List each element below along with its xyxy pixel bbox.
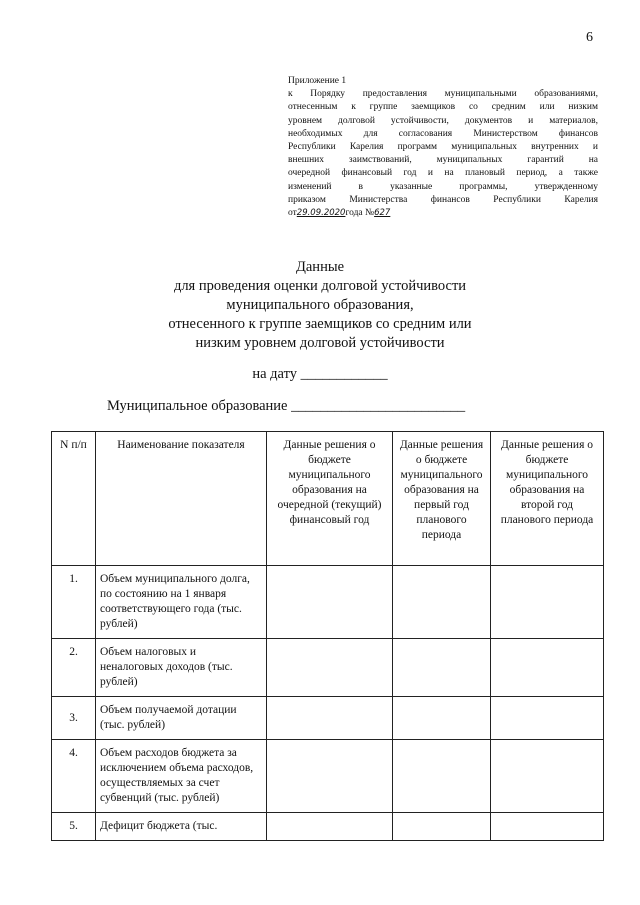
cell-current-year (267, 697, 393, 740)
cell-second-plan-year (491, 566, 604, 639)
cell-current-year (267, 639, 393, 697)
row-number: 2. (52, 639, 96, 697)
header-first-plan-year: Данные решения о бюджете муниципального образования на первый год планового периода (393, 432, 491, 566)
appendix-note (288, 75, 598, 220)
row-number: 3. (52, 697, 96, 740)
appendix-line: Приложение 1 (288, 76, 347, 86)
appendix-line: изменений в указанные программы, утвержденному (288, 181, 598, 192)
document-title (0, 258, 640, 353)
title-line: для проведения оценки долговой устойчивости (173, 278, 467, 294)
table-row (52, 639, 604, 697)
order-number: 627 (374, 208, 391, 219)
header-number: N п/п (52, 432, 96, 566)
table-row (52, 697, 604, 740)
table-row (52, 813, 604, 841)
cell-second-plan-year (491, 813, 604, 841)
cell-current-year (267, 813, 393, 841)
cell-second-plan-year (491, 740, 604, 813)
row-number: 1. (52, 566, 96, 639)
order-mid: года № (345, 208, 375, 219)
order-reference (288, 207, 598, 220)
appendix-line: Республики Карелия программ муниципальных внутренних и (288, 142, 598, 153)
header-second-plan-year: Данные решения о бюджете муниципального образования на второй год планового периода (491, 432, 604, 566)
title-line: муниципального образования, (226, 297, 414, 313)
cell-second-plan-year (491, 697, 604, 740)
title-line: Данные (295, 259, 345, 275)
title-line: низким уровнем долговой устойчивости (195, 335, 445, 351)
cell-first-plan-year (393, 639, 491, 697)
row-indicator: Дефицит бюджета (тыс. (96, 813, 267, 841)
date-field-label: на дату ____________ (252, 366, 388, 382)
municipality-field-label: Муниципальное образование ________________________ (107, 398, 466, 414)
header-indicator-name: Наименование показателя (96, 432, 267, 566)
appendix-line: очередной финансовый год и на плановый период, а также (288, 168, 598, 179)
table-row (52, 566, 604, 639)
table-row (52, 740, 604, 813)
table-header-row (52, 432, 604, 566)
row-number: 4. (52, 740, 96, 813)
cell-second-plan-year (491, 639, 604, 697)
cell-current-year (267, 566, 393, 639)
row-indicator: Объем расходов бюджета за исключением объема расходов, осуществляемых за счет субвенций (тыс. рублей) (96, 740, 267, 813)
row-indicator: Объем налоговых и неналоговых доходов (тыс. рублей) (96, 639, 267, 697)
row-indicator: Объем получаемой дотации (тыс. рублей) (96, 697, 267, 740)
row-indicator: Объем муниципального долга, по состоянию на 1 января соответствующего года (тыс. рублей) (96, 566, 267, 639)
order-prefix: от (288, 208, 297, 219)
cell-first-plan-year (393, 697, 491, 740)
appendix-line: необходимых для согласования Министерством финансов (288, 128, 598, 139)
cell-first-plan-year (393, 813, 491, 841)
cell-current-year (267, 740, 393, 813)
cell-first-plan-year (393, 740, 491, 813)
row-number: 5. (52, 813, 96, 841)
appendix-line: к Порядку предоставления муниципальными образованиями, (288, 89, 598, 100)
appendix-line: внешних заимствований, муниципальных гарантий на (288, 155, 598, 166)
appendix-line: уровнем долговой устойчивости, документов и материалов, (288, 115, 598, 126)
order-date: 29.09.2020 (296, 208, 346, 219)
cell-first-plan-year (393, 566, 491, 639)
header-current-year: Данные решения о бюджете муниципального образования на очередной (текущий) финансовый год (267, 432, 393, 566)
appendix-line: отнесенным к группе заемщиков со средним или низким (288, 102, 598, 113)
page-number: 6 (586, 30, 593, 45)
title-line: отнесенного к группе заемщиков со средним или (168, 316, 472, 332)
appendix-line: приказом Министерства финансов Республики Карелия (288, 194, 598, 205)
indicators-table (51, 431, 604, 841)
